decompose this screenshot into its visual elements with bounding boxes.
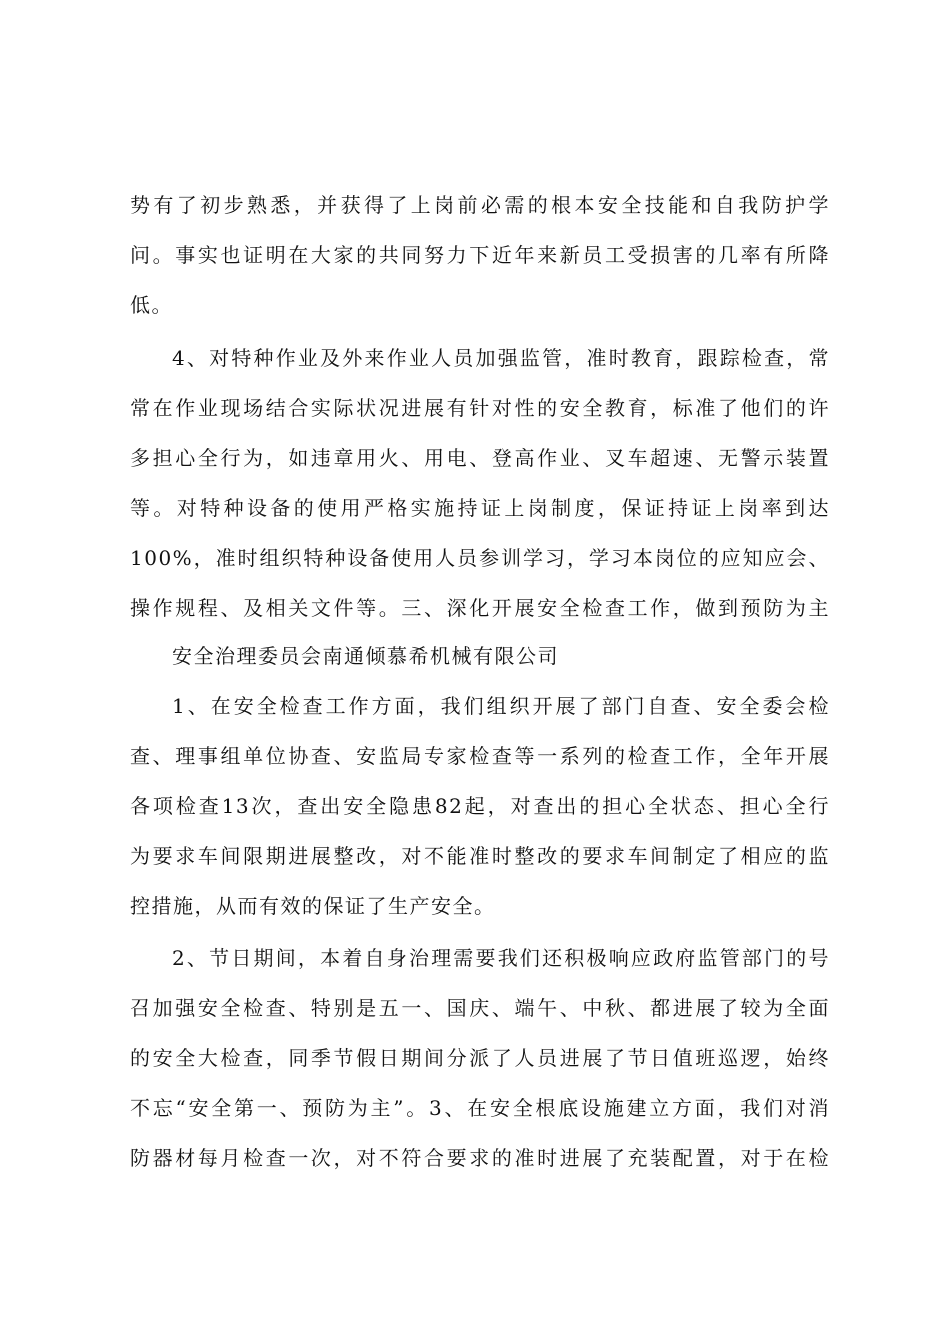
text-line: 问。事实也证明在大家的共同努力下近年来新员工受损害的几率有所降 xyxy=(130,243,830,267)
text-line: 2、节日期间，本着自身治理需要我们还积极响应政府监管部门的号 xyxy=(172,946,830,970)
text-line: 的安全大检查，同季节假日期间分派了人员进展了节日值班巡逻，始终 xyxy=(130,1046,830,1070)
text-line: 100%，准时组织特种设备使用人员参训学习，学习本岗位的应知应会、 xyxy=(130,546,830,570)
text-line: 1、在安全检查工作方面，我们组织开展了部门自查、安全委会检 xyxy=(172,694,830,718)
text-line: 召加强安全检查、特别是五一、国庆、端午、中秋、都进展了较为全面 xyxy=(130,996,830,1020)
text-line: 4、对特种作业及外来作业人员加强监管，准时教育，跟踪检查，常 xyxy=(172,346,830,370)
text-line: 为要求车间限期进展整改，对不能准时整改的要求车间制定了相应的监 xyxy=(130,844,830,868)
text-line: 查、理事组单位协查、安监局专家检查等一系列的检查工作，全年开展 xyxy=(130,744,830,768)
text-line: 各项检查13次，查出安全隐患82起，对查出的担心全状态、担心全行 xyxy=(130,794,830,818)
text-line: 常在作业现场结合实际状况进展有针对性的安全教育，标准了他们的许 xyxy=(130,396,830,420)
text-line: 势有了初步熟悉，并获得了上岗前必需的根本安全技能和自我防护学 xyxy=(130,193,830,217)
text-line: 不忘“安全第一、预防为主”。3、在安全根底设施建立方面，我们对消 xyxy=(130,1096,830,1120)
text-line: 安全治理委员会南通倾慕希机械有限公司 xyxy=(172,644,559,668)
text-line: 低。 xyxy=(130,293,173,317)
text-line: 等。对特种设备的使用严格实施持证上岗制度，保证持证上岗率到达 xyxy=(130,496,830,520)
text-line: 控措施，从而有效的保证了生产安全。 xyxy=(130,894,496,918)
text-line: 多担心全行为，如违章用火、用电、登高作业、叉车超速、无警示装置 xyxy=(130,446,830,470)
text-line: 操作规程、及相关文件等。三、深化开展安全检查工作，做到预防为主 xyxy=(130,596,830,620)
text-line: 防器材每月检查一次，对不符合要求的准时进展了充装配置，对于在检 xyxy=(130,1146,830,1170)
